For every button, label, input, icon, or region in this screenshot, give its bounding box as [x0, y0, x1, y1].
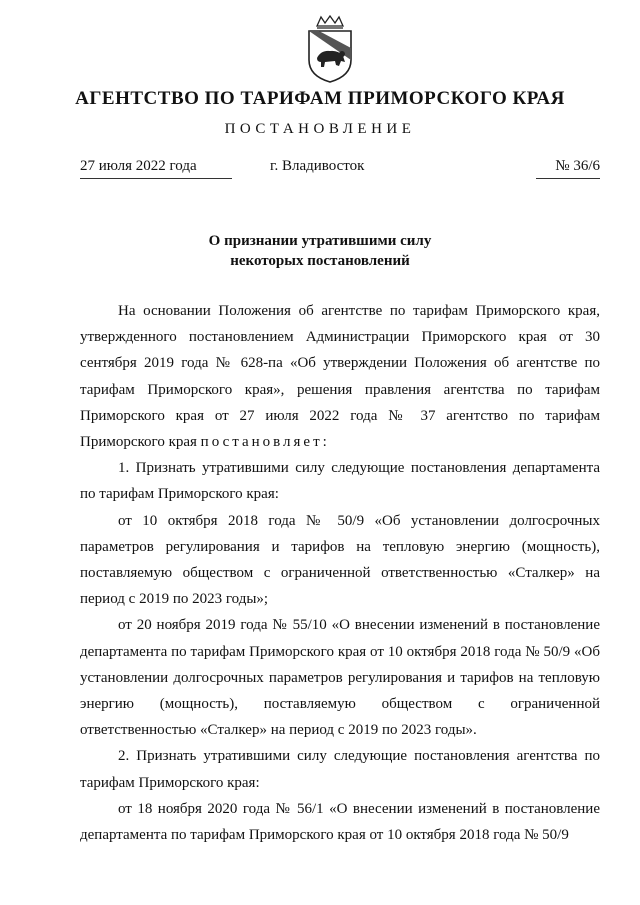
- preamble-verb: постановляет:: [200, 434, 330, 451]
- document-date: 27 июля 2022 года: [80, 158, 232, 179]
- document-title: [0, 231, 640, 271]
- agency-name: АГЕНТСТВО ПО ТАРИФАМ ПРИМОРСКОГО КРАЯ: [75, 88, 565, 109]
- paragraph-item-1: 1. Признать утратившими силу следующие постановления департамента по тарифам Приморского края:: [80, 460, 600, 503]
- preamble-text: На основании Положения об агентстве по тарифам Приморского края, утвержденного постановлением Администрации Приморского края от 30 сентября 2019 года № 628-па «Об утверждении Положения об агентстве по тарифам Приморского края», решения правления агентства по тарифам Приморского края от 27 июля 2022 года № 37 агентство по тарифам Приморского края: [80, 303, 600, 451]
- document-city: г. Владивосток: [270, 158, 365, 174]
- document-number: № 36/6: [536, 158, 600, 179]
- document-type: ПОСТАНОВЛЕНИЕ: [224, 121, 416, 137]
- paragraph-item-2-a: от 18 ноября 2020 года № 56/1 «О внесении изменений в постановление департамента по тарифам Приморского края от 10 октября 2018 года № 50/9: [80, 800, 600, 844]
- title-line-1: О признании утратившими силу: [208, 233, 432, 249]
- paragraph-item-1-b: от 20 ноября 2019 года № 55/10 «О внесении изменений в постановление департамента по тарифам Приморского края от 10 октября 2018 года № 50/9 «Об установлении долгосрочных параметров регулирования и тарифов на тепловую энергию (мощность), поставляемую обществом с ограниченной ответственностью «Сталкер» на период с 2019 по 2023 годы».: [80, 617, 600, 739]
- paragraph-item-2: 2. Признать утратившими силу следующие постановления агентства по тарифам Приморского края:: [80, 748, 600, 791]
- coat-of-arms-icon: [303, 14, 357, 84]
- document-body: [80, 298, 600, 848]
- paragraph-item-1-a: от 10 октября 2018 года № 50/9 «Об установлении долгосрочных параметров регулирования и тарифов на тепловую энергию (мощность), поставляемую обществом с ограниченной ответственностью «Сталкер» на период с 2019 по 2023 годы»;: [80, 512, 600, 608]
- title-line-2: некоторых постановлений: [230, 253, 410, 269]
- paragraph-preamble: [80, 298, 600, 455]
